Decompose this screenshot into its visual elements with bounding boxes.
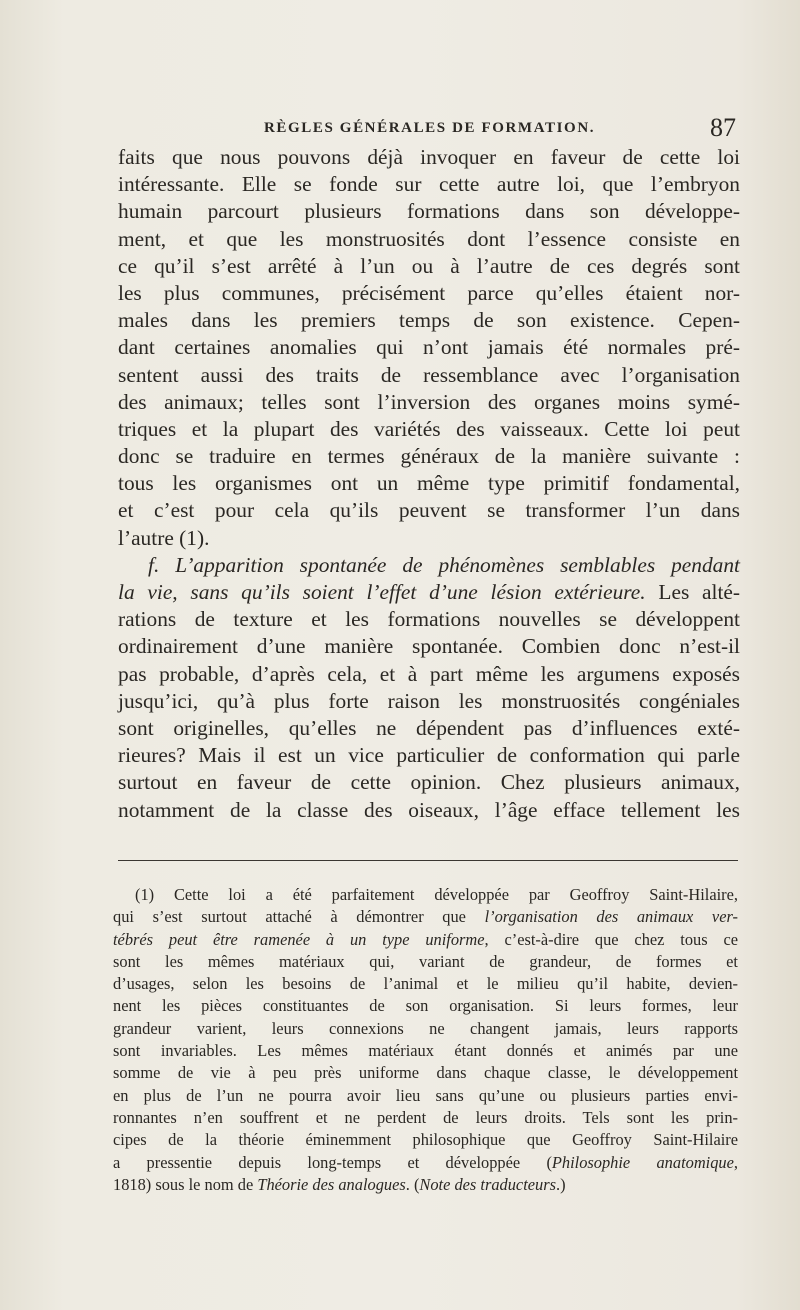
text-line: sont originelles, qu’elles ne dépendent pas d’influences exté- [118,715,740,740]
text-line: ment, et que les monstruosités dont l’essence consiste en [118,226,740,251]
section-heading [118,552,740,579]
footnote-line [113,906,738,928]
text-fragment: . ( [405,1174,420,1194]
text-line: dant certaines anomalies qui n’ont jamais été normales pré- [118,335,740,360]
text-line: donc se traduire en termes généraux de la manière suivante : [118,444,740,469]
footnote-line [113,1174,738,1196]
footnote [113,884,738,1196]
footnote-line [113,929,738,951]
footnote-line: d’usages, selon les besoins de l’animal et le milieu qu’il habite, devien- [113,974,738,994]
text-fragment: .) [555,1174,566,1194]
section-heading-text: f. L’apparition spontanée de phénomènes semblables pendant [148,552,740,577]
footnote-line: (1) Cette loi a été parfaitement développée par Geoffroy Saint-Hilaire, [135,885,738,904]
text-line: et c’est pour cela qu’ils peuvent se transformer l’un dans [118,498,740,523]
text-line: surtout en faveur de cette opinion. Chez plusieurs animaux, [118,770,740,795]
page-header [118,113,738,143]
text-line: les plus communes, précisément parce qu’elles étaient nor- [118,280,740,305]
text-fragment: qui s’est surtout attaché à démontrer que [113,907,485,927]
footnote-line: cipes de la théorie éminemment philosophique que Geoffroy Saint-Hilaire [113,1130,738,1150]
text-line: rations de texture et les formations nouvelles se développent [118,607,740,632]
italic-fragment: Philosophie anatomique [551,1152,734,1172]
text-line: faits que nous pouvons déjà invoquer en faveur de cette loi [118,145,740,169]
footnote-divider [118,860,738,861]
body-text [118,144,740,824]
footnote-line: sont invariables. Les mêmes matériaux étant donnés et animés par une [113,1041,738,1061]
text-line: intéressante. Elle se fonde sur cette autre loi, que l’embryon [118,172,740,197]
text-line: rieures? Mais il est un vice particulier de conformation qui parle [118,743,740,768]
text-line: ordinairement d’une manière spontanée. Combien donc n’est-il [118,634,740,659]
text-line: des animaux; telles sont l’inversion des organes moins symé- [118,389,740,414]
text-line [118,579,740,606]
italic-fragment: tébrés peut être ramenée à un type uniforme [113,929,485,949]
text-line: jusqu’ici, qu’à plus forte raison les monstruosités congéniales [118,688,740,713]
section-heading-text: la vie, sans qu’ils soient l’effet d’une lésion extérieure. [118,580,646,604]
footnote-line: nent les pièces constituantes de son organisation. Si leurs formes, leur [113,996,738,1016]
text-fragment: , [733,1152,738,1172]
text-line: ce qu’il s’est arrêté à l’un ou à l’autre de ces degrés sont [118,253,740,278]
footnote-line: grandeur varient, leurs connexions ne changent jamais, leurs rapports [113,1018,738,1038]
text-fragment: Les alté- [645,580,741,604]
page-number: 87 [710,113,736,142]
text-fragment: a pressentie depuis long-temps et développée ( [113,1152,552,1172]
footnote-line: sont les mêmes matériaux qui, variant de grandeur, de formes et [113,951,738,971]
text-line: sentent aussi des traits de ressemblance avec l’organisation [118,362,740,387]
text-fragment: 1818) sous le nom de [113,1174,258,1194]
footnote-line: ronnantes n’en souffrent et ne perdent de leurs droits. Tels sont les prin- [113,1107,738,1127]
running-head: RÈGLES GÉNÉRALES DE FORMATION. [264,120,596,136]
text-fragment: , c’est-à-dire que chez tous ce [484,929,738,949]
text-line: pas probable, d’après cela, et à part même les argumens exposés [118,661,740,686]
italic-fragment: l’organisation des animaux ver- [484,907,738,927]
italic-fragment: Note des traducteurs [419,1174,556,1194]
text-line: notamment de la classe des oiseaux, l’âge efface tellement les [118,797,740,822]
footnote-line: en plus de l’un ne pourra avoir lieu sans qu’une ou plusieurs parties envi- [113,1085,738,1105]
text-line: triques et la plupart des variétés des vaisseaux. Cette loi peut [118,416,740,441]
text-line: humain parcourt plusieurs formations dans son développe- [118,199,740,224]
text-line: males dans les premiers temps de son existence. Cepen- [118,308,740,333]
footnote-line [113,1152,738,1174]
footnote-line: somme de vie à peu près uniforme dans chaque classe, le développement [113,1063,738,1083]
text-line: l’autre (1). [118,525,210,550]
italic-fragment: Théorie des analogues [257,1174,406,1194]
text-line: tous les organismes ont un même type primitif fondamental, [118,471,740,496]
